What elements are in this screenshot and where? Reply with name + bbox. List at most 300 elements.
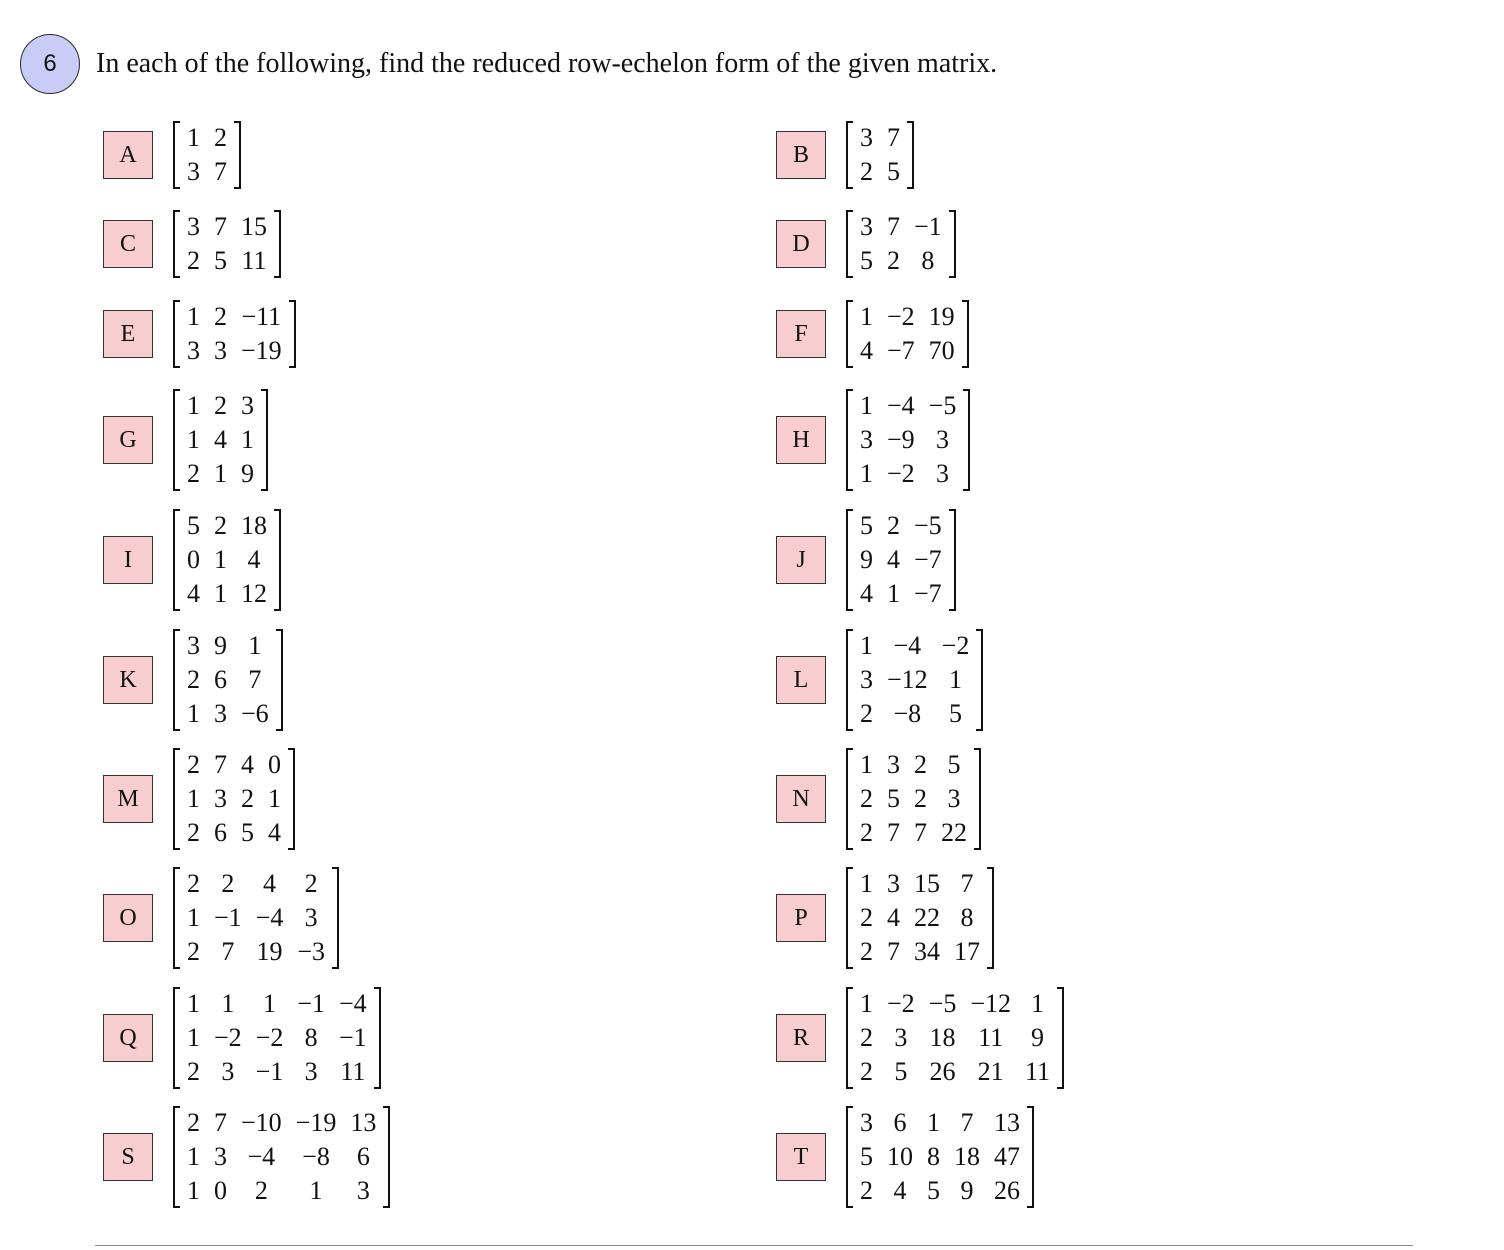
left-bracket bbox=[846, 121, 853, 189]
matrix-entry: 9 bbox=[241, 459, 254, 488]
matrix-entry: 0 bbox=[268, 750, 281, 779]
matrix-row bbox=[853, 389, 963, 423]
matrix bbox=[846, 629, 983, 731]
matrix-entry: 15 bbox=[241, 212, 267, 241]
matrix bbox=[846, 210, 956, 278]
right-bracket bbox=[332, 867, 339, 969]
matrix-entry: −4 bbox=[893, 631, 922, 660]
matrix-entry: 5 bbox=[214, 246, 227, 275]
matrix-entry: 5 bbox=[927, 1176, 940, 1205]
matrix-row bbox=[853, 1055, 1057, 1089]
matrix-entry: −5 bbox=[914, 511, 942, 540]
left-bracket bbox=[173, 748, 180, 850]
matrix-row bbox=[180, 867, 332, 901]
matrix-row bbox=[180, 1174, 383, 1208]
matrix-entry: 6 bbox=[893, 1108, 907, 1137]
matrix-entry: 4 bbox=[860, 579, 873, 608]
matrix-entry: 19 bbox=[928, 302, 955, 331]
right-bracket bbox=[374, 987, 381, 1089]
matrix-entry: 2 bbox=[860, 937, 873, 966]
matrix-entry: 5 bbox=[947, 750, 961, 779]
matrix-entry: 4 bbox=[187, 579, 200, 608]
matrix-row bbox=[180, 901, 332, 935]
matrix-row bbox=[180, 543, 274, 577]
left-bracket bbox=[173, 509, 180, 611]
right-bracket bbox=[261, 389, 268, 491]
matrix-entry: 1 bbox=[187, 989, 200, 1018]
matrix bbox=[846, 987, 1064, 1089]
matrix-row bbox=[180, 629, 276, 663]
matrix-entry: 3 bbox=[304, 1057, 318, 1086]
matrix-entry: 4 bbox=[241, 750, 254, 779]
matrix-entry: 3 bbox=[214, 699, 227, 728]
problem-label: G bbox=[103, 416, 153, 464]
matrix-entry: −1 bbox=[255, 1057, 284, 1086]
matrix-entry: 7 bbox=[887, 818, 900, 847]
matrix-entries bbox=[853, 867, 987, 969]
matrix-row bbox=[853, 1021, 1057, 1055]
matrix-entry: −4 bbox=[887, 391, 915, 420]
matrix-entry: −7 bbox=[914, 579, 942, 608]
right-bracket bbox=[383, 1106, 390, 1208]
matrix bbox=[846, 300, 969, 368]
matrix-entry: 2 bbox=[860, 818, 873, 847]
matrix-entries bbox=[180, 987, 374, 1089]
problem-label: P bbox=[776, 894, 826, 942]
matrix-entry: 3 bbox=[187, 631, 200, 660]
matrix-row bbox=[853, 782, 974, 816]
matrix-entry: 5 bbox=[860, 511, 873, 540]
matrix-entry: 2 bbox=[914, 784, 927, 813]
matrix-entry: −1 bbox=[297, 989, 326, 1018]
matrix-row bbox=[853, 509, 949, 543]
matrix-entry: −2 bbox=[255, 1023, 284, 1052]
matrix-entry: 8 bbox=[921, 246, 935, 275]
matrix-row bbox=[180, 987, 374, 1021]
matrix-row bbox=[853, 334, 962, 368]
matrix-entry: −2 bbox=[887, 459, 915, 488]
matrix-row bbox=[853, 457, 963, 491]
matrix-entries bbox=[853, 300, 962, 368]
left-bracket bbox=[846, 389, 853, 491]
matrix-row bbox=[180, 1055, 374, 1089]
matrix-entry: 2 bbox=[187, 459, 200, 488]
matrix-entry: 2 bbox=[214, 511, 227, 540]
matrix-entries bbox=[853, 1106, 1027, 1208]
matrix-row bbox=[180, 300, 289, 334]
matrix-entry: −19 bbox=[295, 1108, 337, 1137]
matrix-entry: −8 bbox=[302, 1142, 330, 1171]
problem-label: I bbox=[103, 536, 153, 584]
left-bracket bbox=[173, 389, 180, 491]
matrix-entry: 2 bbox=[860, 903, 873, 932]
matrix-entry: 2 bbox=[241, 784, 254, 813]
right-bracket bbox=[234, 121, 241, 189]
matrix-entry: 3 bbox=[187, 336, 200, 365]
problem-label: D bbox=[776, 220, 826, 268]
matrix-row bbox=[853, 1174, 1027, 1208]
matrix-entries bbox=[180, 629, 276, 731]
problem-label: M bbox=[103, 775, 153, 823]
matrix-entry: 3 bbox=[887, 869, 900, 898]
matrix-entry: 2 bbox=[187, 937, 200, 966]
matrix-entry: 9 bbox=[214, 631, 227, 660]
matrix-entry: 9 bbox=[960, 1176, 974, 1205]
matrix-row bbox=[853, 697, 976, 731]
left-bracket bbox=[846, 509, 853, 611]
matrix-entry: 3 bbox=[860, 665, 873, 694]
matrix-entry: 1 bbox=[268, 784, 281, 813]
matrix bbox=[173, 987, 381, 1089]
matrix-entries bbox=[180, 1106, 383, 1208]
matrix bbox=[173, 1106, 390, 1208]
right-bracket bbox=[987, 867, 994, 969]
matrix-entry: 2 bbox=[860, 1176, 873, 1205]
matrix bbox=[846, 867, 994, 969]
right-bracket bbox=[976, 629, 983, 731]
matrix-entry: 13 bbox=[350, 1108, 377, 1137]
matrix-entry: 1 bbox=[187, 1176, 200, 1205]
matrix-entry: 6 bbox=[214, 665, 227, 694]
right-bracket bbox=[288, 748, 295, 850]
problem-label: O bbox=[103, 894, 153, 942]
matrix-entry: 1 bbox=[860, 391, 873, 420]
matrix-entry: 11 bbox=[340, 1057, 366, 1086]
matrix-entry: −1 bbox=[339, 1023, 367, 1052]
matrix-entry: 2 bbox=[187, 1108, 200, 1137]
matrix-row bbox=[180, 121, 234, 155]
matrix-entry: 4 bbox=[268, 818, 281, 847]
matrix-row bbox=[853, 987, 1057, 1021]
matrix-entry: 1 bbox=[860, 989, 873, 1018]
right-bracket bbox=[949, 509, 956, 611]
problem-label: E bbox=[103, 310, 153, 358]
matrix-row bbox=[853, 629, 976, 663]
matrix-entry: 1 bbox=[187, 699, 200, 728]
matrix-row bbox=[180, 1106, 383, 1140]
matrix-entry: 7 bbox=[221, 937, 235, 966]
matrix-entry: −8 bbox=[893, 699, 922, 728]
problem-label: H bbox=[776, 416, 826, 464]
matrix-entry: 7 bbox=[887, 123, 900, 152]
matrix-entry: 1 bbox=[241, 425, 254, 454]
matrix-entry: 1 bbox=[187, 391, 200, 420]
matrix-entry: 1 bbox=[860, 302, 873, 331]
matrix-row bbox=[180, 155, 234, 189]
problem-label: N bbox=[776, 775, 826, 823]
matrix-entry: −10 bbox=[241, 1108, 282, 1137]
matrix-entry: 1 bbox=[187, 425, 200, 454]
right-bracket bbox=[1057, 987, 1064, 1089]
matrix-row bbox=[180, 577, 274, 611]
matrix-entries bbox=[853, 748, 974, 850]
matrix-entry: 3 bbox=[860, 1108, 873, 1137]
matrix-entry: 21 bbox=[977, 1057, 1004, 1086]
matrix-entry: 1 bbox=[860, 750, 873, 779]
problem-label: A bbox=[103, 131, 153, 179]
matrix-entry: 4 bbox=[860, 336, 873, 365]
matrix-entry: 7 bbox=[914, 818, 927, 847]
matrix-entry: 1 bbox=[214, 459, 227, 488]
matrix-row bbox=[853, 867, 987, 901]
left-bracket bbox=[173, 300, 180, 368]
matrix-row bbox=[180, 748, 288, 782]
left-bracket bbox=[846, 867, 853, 969]
left-bracket bbox=[173, 121, 180, 189]
problem-label: C bbox=[103, 220, 153, 268]
matrix-row bbox=[180, 1140, 383, 1174]
left-bracket bbox=[173, 210, 180, 278]
matrix bbox=[173, 748, 295, 850]
matrix-row bbox=[853, 423, 963, 457]
matrix-entry: 8 bbox=[927, 1142, 940, 1171]
matrix-entry: 18 bbox=[929, 1023, 956, 1052]
matrix-entry: 11 bbox=[978, 1023, 1004, 1052]
left-bracket bbox=[173, 1106, 180, 1208]
matrix-row bbox=[853, 543, 949, 577]
matrix-entry: 3 bbox=[860, 123, 873, 152]
matrix-entry: 11 bbox=[1025, 1057, 1051, 1086]
problem-label: S bbox=[103, 1133, 153, 1181]
matrix-entry: −4 bbox=[247, 1142, 276, 1171]
problem-label: K bbox=[103, 656, 153, 704]
matrix-entry: 10 bbox=[887, 1142, 913, 1171]
matrix-entry: 7 bbox=[887, 937, 900, 966]
matrix-entry: 7 bbox=[960, 1108, 974, 1137]
matrix-entry: 0 bbox=[214, 1176, 227, 1205]
matrix-entry: 11 bbox=[241, 246, 267, 275]
matrix-row bbox=[853, 901, 987, 935]
matrix-entry: 5 bbox=[860, 246, 873, 275]
matrix-entry: 15 bbox=[914, 869, 940, 898]
matrix-row bbox=[180, 334, 289, 368]
right-bracket bbox=[276, 629, 283, 731]
question-header bbox=[20, 34, 1490, 96]
matrix-entries bbox=[853, 629, 976, 731]
matrix-entry: 1 bbox=[949, 665, 962, 694]
matrix-entry: 1 bbox=[187, 1142, 200, 1171]
matrix-entry: −2 bbox=[941, 631, 970, 660]
matrix-entry: 1 bbox=[187, 1023, 200, 1052]
matrix-entry: −1 bbox=[214, 903, 242, 932]
matrix-row bbox=[853, 1140, 1027, 1174]
matrix-entry: 1 bbox=[860, 631, 873, 660]
matrix-entry: −11 bbox=[241, 302, 282, 331]
matrix-entry: 1 bbox=[187, 123, 200, 152]
matrix-entry: 5 bbox=[241, 818, 254, 847]
matrix-entry: 2 bbox=[887, 511, 900, 540]
matrix-entry: 3 bbox=[947, 784, 961, 813]
matrix-entry: 5 bbox=[887, 784, 900, 813]
matrix-entry: 1 bbox=[187, 903, 200, 932]
matrix-entries bbox=[180, 748, 288, 850]
matrix-entry: 2 bbox=[187, 750, 200, 779]
matrix-entry: −7 bbox=[887, 336, 915, 365]
matrix-entry: 2 bbox=[860, 784, 873, 813]
matrix-entry: −9 bbox=[887, 425, 915, 454]
matrix-entry: 1 bbox=[263, 989, 276, 1018]
matrix-entry: 2 bbox=[860, 699, 873, 728]
matrix-entry: 2 bbox=[214, 391, 227, 420]
matrix-row bbox=[180, 457, 261, 491]
matrix-row bbox=[180, 423, 261, 457]
matrix bbox=[173, 300, 296, 368]
matrix-entry: 34 bbox=[914, 937, 940, 966]
matrix-entry: −1 bbox=[914, 212, 942, 241]
matrix-row bbox=[853, 748, 974, 782]
matrix-entry: 2 bbox=[187, 818, 200, 847]
matrix-entry: 3 bbox=[887, 750, 900, 779]
left-bracket bbox=[173, 629, 180, 731]
matrix-entry: 6 bbox=[214, 818, 227, 847]
matrix-entry: 5 bbox=[187, 511, 200, 540]
matrix-entry: 0 bbox=[187, 545, 200, 574]
matrix-entry: −5 bbox=[928, 391, 957, 420]
matrix-entry: 2 bbox=[187, 665, 200, 694]
matrix-row bbox=[853, 121, 907, 155]
matrix-entry: 5 bbox=[949, 699, 962, 728]
matrix-entry: 13 bbox=[994, 1108, 1020, 1137]
matrix-row bbox=[853, 935, 987, 969]
problem-label: J bbox=[776, 536, 826, 584]
matrix-entry: −2 bbox=[887, 302, 915, 331]
matrix-entry: −2 bbox=[887, 989, 915, 1018]
matrix-entries bbox=[853, 509, 949, 611]
matrix-row bbox=[180, 389, 261, 423]
matrix-entry: 22 bbox=[941, 818, 967, 847]
right-bracket bbox=[289, 300, 296, 368]
matrix-entries bbox=[180, 210, 274, 278]
left-bracket bbox=[173, 867, 180, 969]
matrix-row bbox=[180, 244, 274, 278]
matrix-entry: 18 bbox=[954, 1142, 980, 1171]
matrix-entry: 6 bbox=[356, 1142, 370, 1171]
matrix-entry: 9 bbox=[1031, 1023, 1045, 1052]
matrix-entries bbox=[853, 121, 907, 189]
matrix-entry: 1 bbox=[927, 1108, 940, 1137]
matrix-entries bbox=[853, 389, 963, 491]
matrix-entry: 17 bbox=[954, 937, 980, 966]
matrix-entry: 47 bbox=[994, 1142, 1020, 1171]
matrix-entry: 7 bbox=[248, 665, 262, 694]
matrix-entries bbox=[180, 121, 234, 189]
matrix-entry: 3 bbox=[356, 1176, 370, 1205]
matrix-entry: 4 bbox=[887, 545, 900, 574]
matrix-row bbox=[180, 1021, 374, 1055]
matrix-row bbox=[180, 663, 276, 697]
matrix-entry: 1 bbox=[214, 545, 227, 574]
matrix-entry: 5 bbox=[887, 157, 900, 186]
matrix-entry: 1 bbox=[187, 302, 200, 331]
matrix-entry: −6 bbox=[241, 699, 269, 728]
matrix bbox=[846, 121, 914, 189]
left-bracket bbox=[846, 987, 853, 1089]
matrix-entry: 7 bbox=[214, 750, 227, 779]
problem-label: F bbox=[776, 310, 826, 358]
matrix-entry: 1 bbox=[860, 869, 873, 898]
matrix-row bbox=[853, 210, 949, 244]
matrix-entry: 4 bbox=[247, 545, 261, 574]
matrix-entries bbox=[853, 987, 1057, 1089]
matrix-entry: −19 bbox=[241, 336, 282, 365]
right-bracket bbox=[974, 748, 981, 850]
problem-label: Q bbox=[103, 1014, 153, 1062]
question-number-badge: 6 bbox=[20, 34, 80, 94]
right-bracket bbox=[907, 121, 914, 189]
matrix-row bbox=[853, 300, 962, 334]
matrix-entry: 3 bbox=[860, 212, 873, 241]
matrix-entry: 4 bbox=[887, 903, 900, 932]
matrix bbox=[846, 748, 981, 850]
matrix-entry: 3 bbox=[214, 784, 227, 813]
right-bracket bbox=[274, 210, 281, 278]
matrix-entry: 1 bbox=[214, 579, 227, 608]
left-bracket bbox=[846, 1106, 853, 1208]
matrix-entry: −12 bbox=[970, 989, 1012, 1018]
left-bracket bbox=[846, 300, 853, 368]
matrix-entries bbox=[180, 509, 274, 611]
matrix bbox=[846, 1106, 1034, 1208]
left-bracket bbox=[846, 748, 853, 850]
matrix-entry: 22 bbox=[914, 903, 940, 932]
matrix-entry: 3 bbox=[936, 425, 949, 454]
matrix-entry: 7 bbox=[887, 212, 900, 241]
matrix-row bbox=[180, 210, 274, 244]
problem-label: L bbox=[776, 656, 826, 704]
matrix-entry: 2 bbox=[187, 246, 200, 275]
right-bracket bbox=[963, 389, 970, 491]
matrix-entry: −5 bbox=[928, 989, 957, 1018]
matrix-entry: 2 bbox=[221, 869, 235, 898]
matrix bbox=[173, 509, 281, 611]
matrix-row bbox=[180, 509, 274, 543]
problem-label: B bbox=[776, 131, 826, 179]
matrix bbox=[173, 121, 241, 189]
right-bracket bbox=[1027, 1106, 1034, 1208]
matrix-entry: 5 bbox=[894, 1057, 908, 1086]
matrix-entries bbox=[180, 389, 261, 491]
matrix-entry: −12 bbox=[887, 665, 928, 694]
matrix bbox=[173, 629, 283, 731]
right-bracket bbox=[949, 210, 956, 278]
matrix-row bbox=[180, 782, 288, 816]
matrix-entry: −4 bbox=[255, 903, 284, 932]
matrix-row bbox=[853, 244, 949, 278]
matrix-entry: 2 bbox=[914, 750, 927, 779]
matrix-entry: 18 bbox=[241, 511, 267, 540]
matrix-entry: 26 bbox=[929, 1057, 956, 1086]
matrix-entry: 26 bbox=[994, 1176, 1020, 1205]
matrix-entry: 3 bbox=[241, 391, 254, 420]
matrix-entry: 2 bbox=[887, 246, 900, 275]
matrix-entry: 2 bbox=[304, 869, 318, 898]
matrix-entry: 3 bbox=[187, 157, 200, 186]
matrix-entry: 7 bbox=[960, 869, 974, 898]
matrix-entry: 2 bbox=[860, 1057, 873, 1086]
matrix-entries bbox=[180, 867, 332, 969]
matrix-entry: 2 bbox=[214, 123, 227, 152]
matrix-row bbox=[180, 816, 288, 850]
matrix-entry: 3 bbox=[214, 1142, 227, 1171]
matrix bbox=[173, 210, 281, 278]
matrix-entry: 12 bbox=[241, 579, 267, 608]
matrix-entry: 4 bbox=[263, 869, 276, 898]
matrix-entry: 1 bbox=[248, 631, 262, 660]
matrix-row bbox=[853, 1106, 1027, 1140]
matrix-entry: −2 bbox=[214, 1023, 242, 1052]
matrix-entry: 3 bbox=[860, 425, 873, 454]
matrix-entry: 1 bbox=[1031, 989, 1045, 1018]
